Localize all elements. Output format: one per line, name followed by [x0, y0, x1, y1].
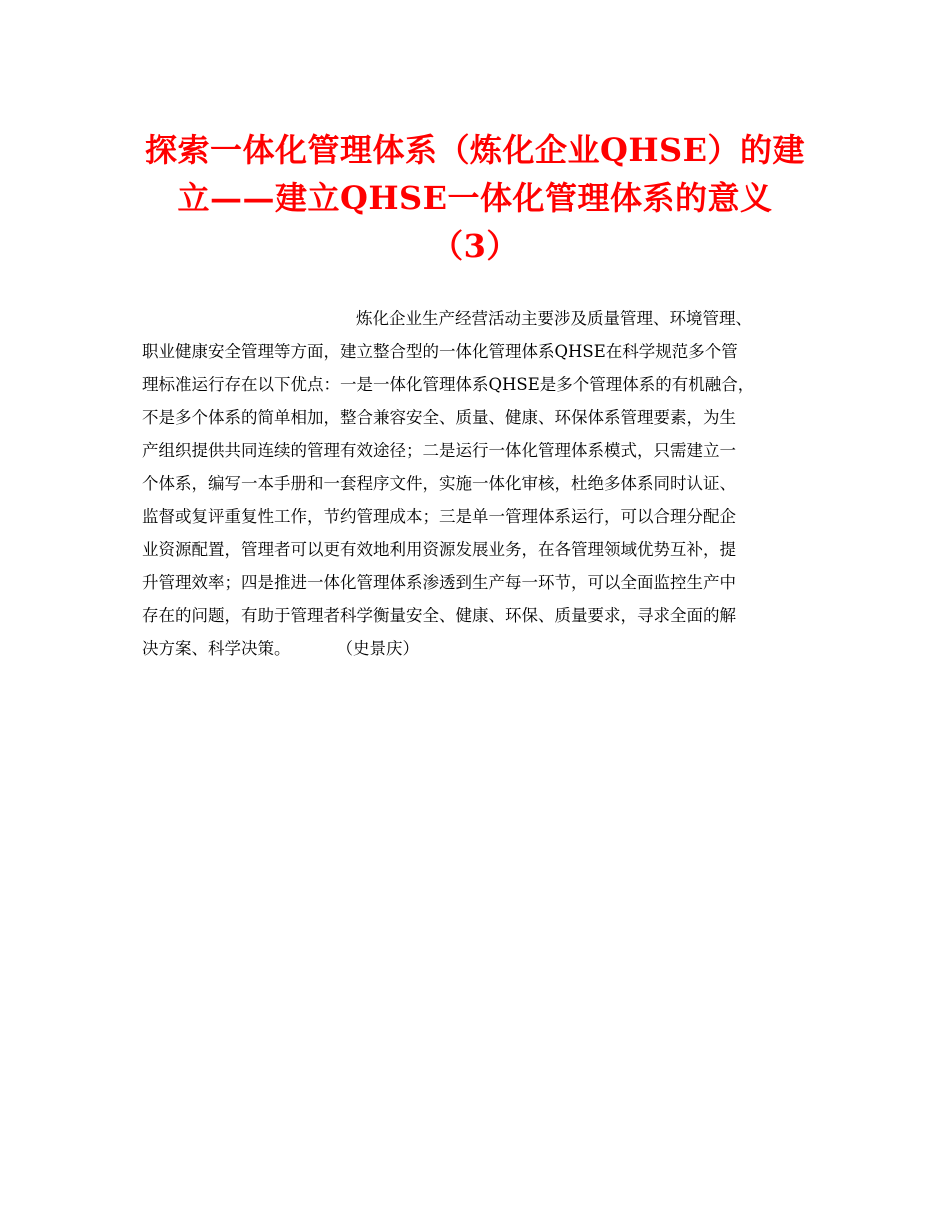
- body-line-2: 职业健康安全管理等方面，建立整合型的一体化管理体系QHSE在科学规范多个管: [142, 342, 738, 361]
- document-body: [142, 302, 814, 665]
- title-line-2: 立——建立QHSE一体化管理体系的意义: [177, 179, 773, 217]
- body-line-1-text: 炼化企业生产经营活动主要涉及质量管理、环境管理、: [356, 309, 752, 328]
- body-line-4: 不是多个体系的简单相加，整合兼容安全、质量、健康、环保体系管理要素，为生: [142, 408, 736, 427]
- body-line-7: 监督或复评重复性工作，节约管理成本；三是单一管理体系运行，可以合理分配企: [142, 507, 736, 526]
- body-line-10: 存在的问题，有助于管理者科学衡量安全、健康、环保、质量要求，寻求全面的解: [142, 606, 736, 625]
- title-line-1: 探索一体化管理体系（炼化企业QHSE）的建: [144, 131, 806, 169]
- body-line-3: 理标准运行存在以下优点：一是一体化管理体系QHSE是多个管理体系的有机融合，: [142, 375, 755, 394]
- title-line-3: （3）: [431, 227, 519, 265]
- document-title: [120, 126, 830, 270]
- body-line-11-text: 决方案、科学决策。: [142, 639, 291, 658]
- body-line-8: 业资源配置，管理者可以更有效地利用资源发展业务，在各管理领域优势互补，提: [142, 540, 736, 559]
- body-line-1: [142, 302, 814, 335]
- author-attribution: （史景庆）: [336, 639, 419, 658]
- body-line-9: 升管理效率；四是推进一体化管理体系渗透到生产每一环节，可以全面监控生产中: [142, 573, 736, 592]
- body-line-11: [142, 632, 814, 665]
- body-line-6: 个体系，编写一本手册和一套程序文件，实施一体化审核，杜绝多体系同时认证、: [142, 474, 736, 493]
- body-line-5: 产组织提供共同连续的管理有效途径；二是运行一体化管理体系模式，只需建立一: [142, 441, 736, 460]
